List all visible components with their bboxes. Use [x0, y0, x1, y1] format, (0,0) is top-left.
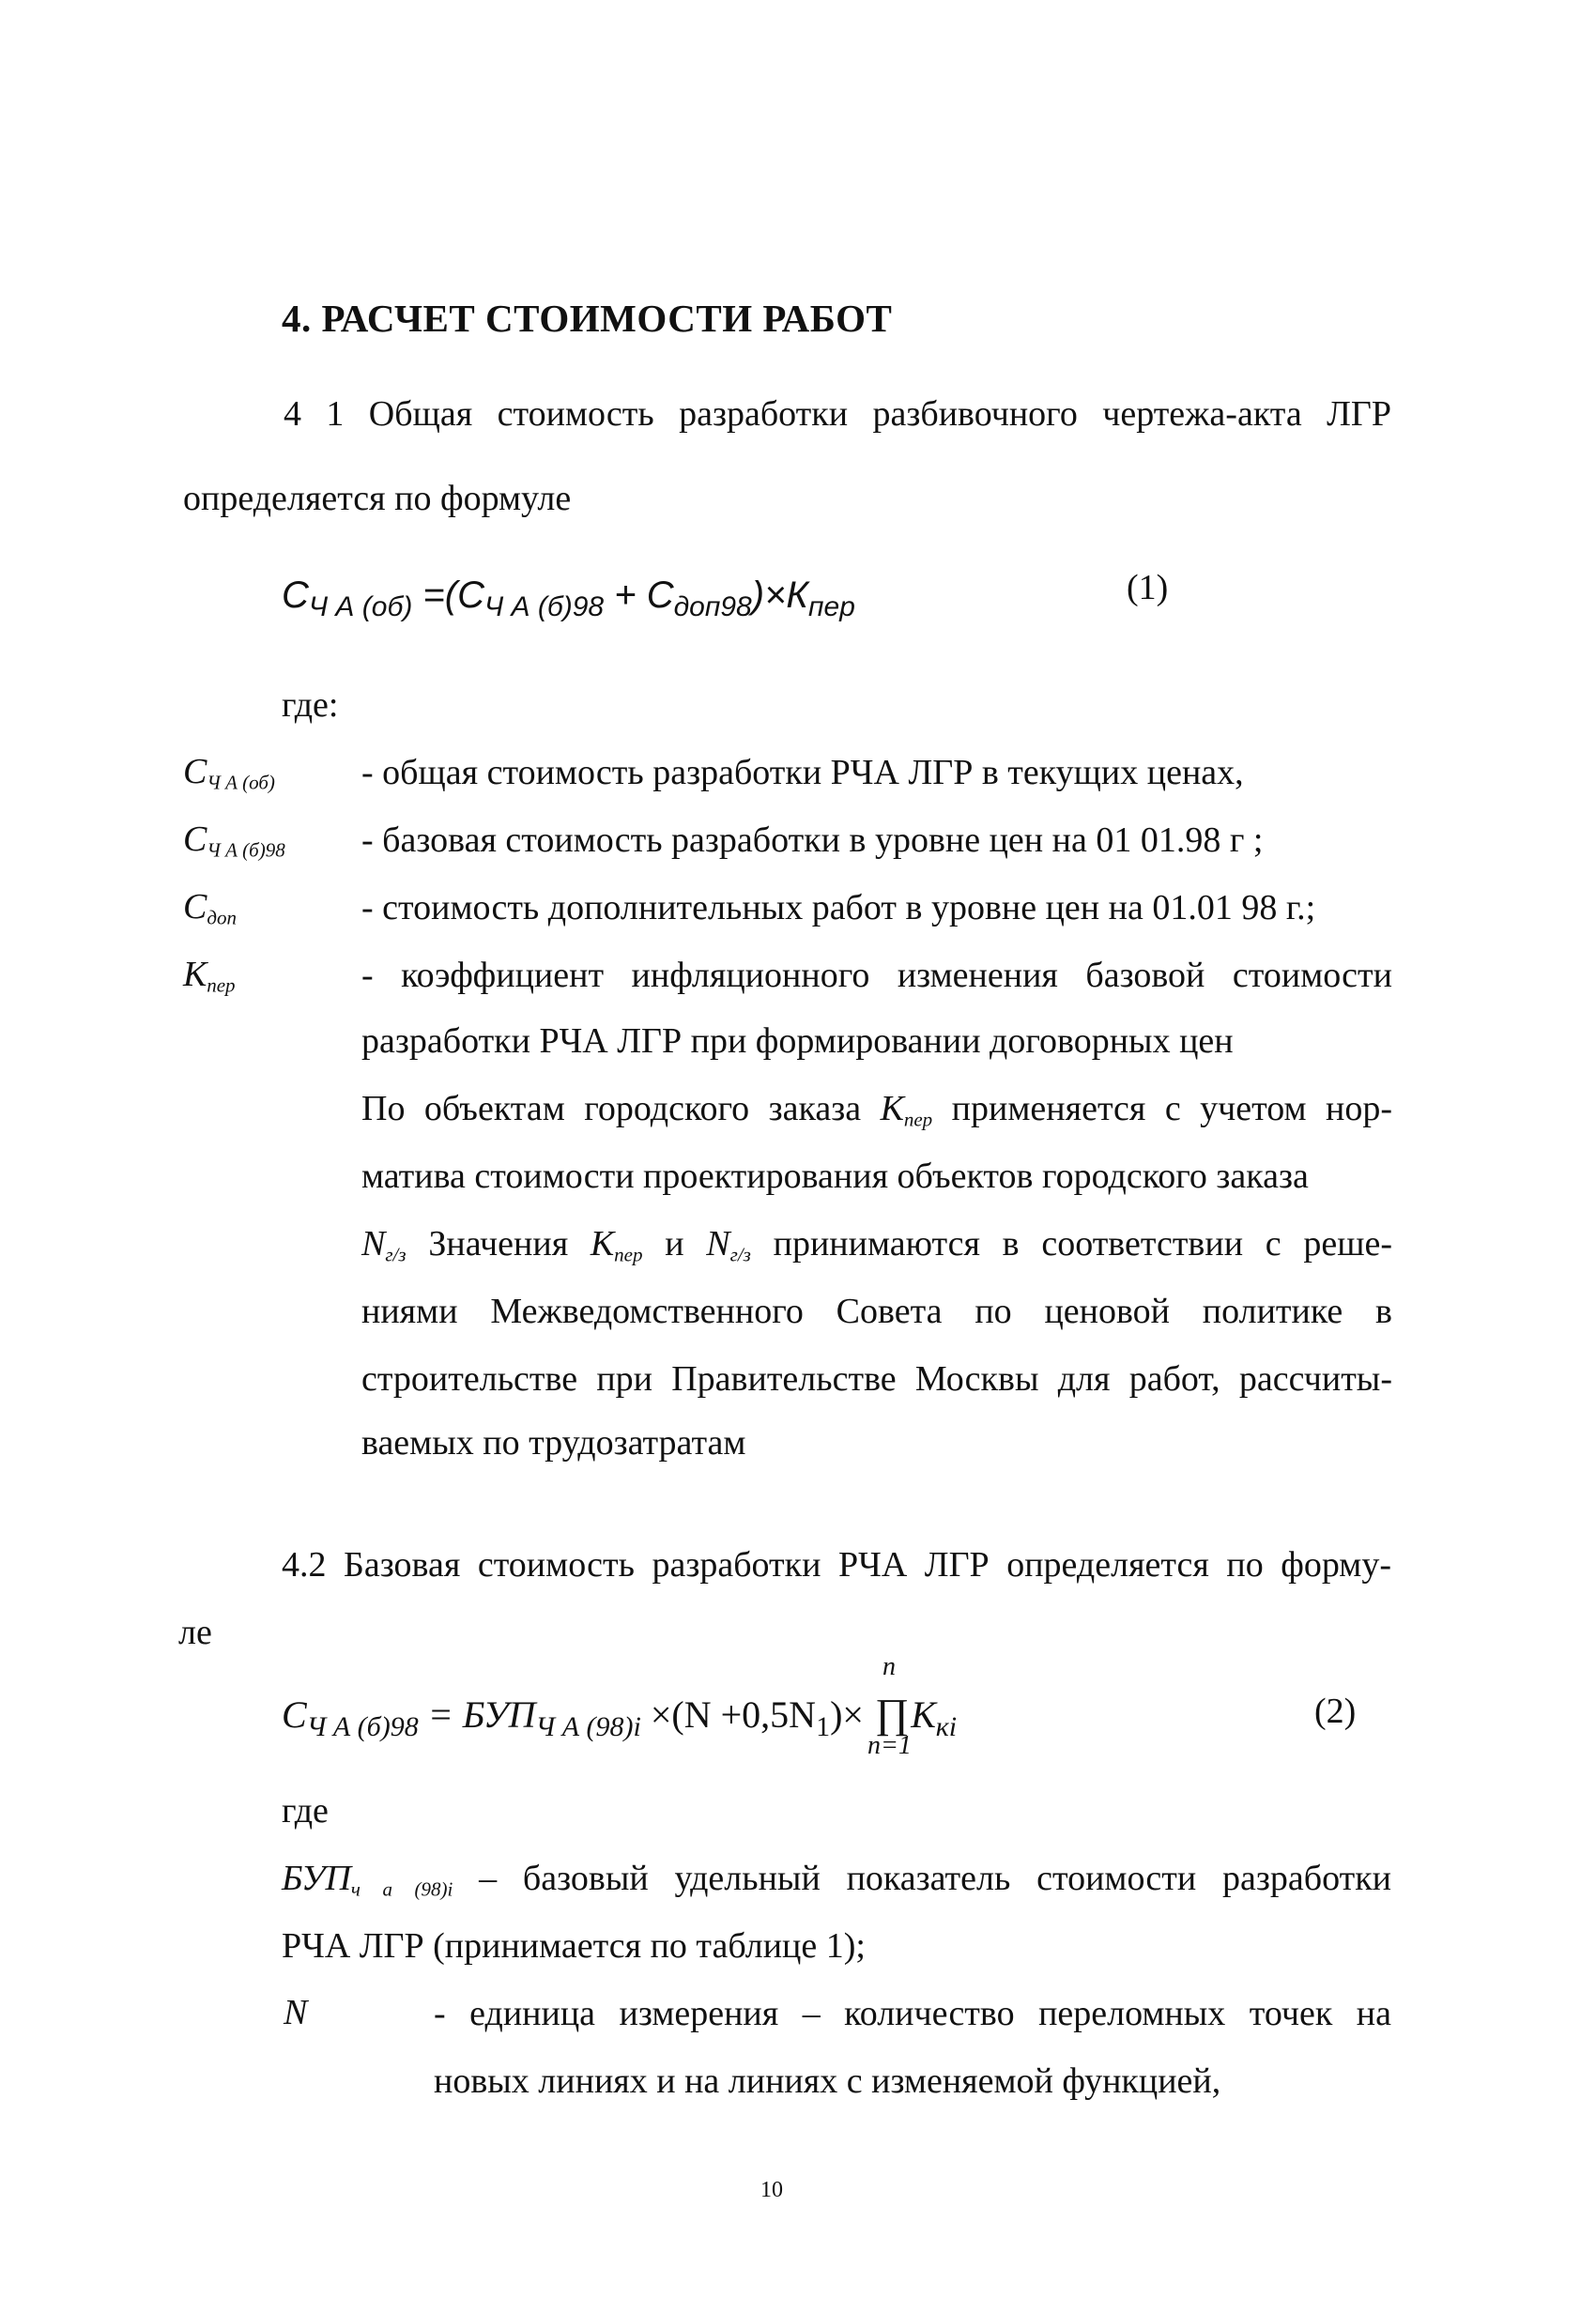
where-label-2: где [282, 1791, 329, 1831]
paragraph-4-2-line2: ле [178, 1613, 212, 1652]
formula-1-dop-sub: доп98 [673, 591, 752, 622]
kper-inline-symbol: $К_{пер}$ [880, 1089, 933, 1131]
paragraph-4-2-line1: 4.2 Базовая стоимость разработки РЧА ЛГР определяется по форму- [282, 1545, 1391, 1585]
formula-1-c: С [282, 574, 309, 616]
paragraph-4-1-line2: определяется по формуле [183, 479, 572, 518]
page-number: 10 [760, 2178, 783, 2202]
bup-definition-line2: РЧА ЛГР (принимается по таблице 1); [282, 1926, 866, 1966]
section-title: 4. РАСЧЕТ СТОИМОСТИ РАБОТ [282, 297, 893, 340]
formula-1-c-sub: Ч А (об) [308, 591, 413, 622]
def-text-c-dop: - стоимость дополнительных работ в уровне цен на 01.01 98 г.; [361, 888, 1316, 927]
formula-1-c2-sub: Ч А (б)98 [484, 591, 605, 622]
kper-line-2: По объектам городского заказа $К_{пер}$ применяется с учетом нор- [361, 1089, 1393, 1131]
def-symbol-k-per: $К_{пер}$ [183, 955, 236, 997]
formula-1-times: )×К [751, 574, 809, 616]
ngz-symbol-2: $N_{г/з}$ [706, 1224, 751, 1266]
def-symbol-c-dop: $С_{доп}$ [183, 887, 237, 929]
paragraph-4-1-line1: 4 1 Общая стоимость разработки разбивочного чертежа-акта ЛГР [284, 394, 1391, 434]
formula-1 [282, 574, 855, 622]
where-label-1: где: [282, 685, 339, 725]
formula-2: $С_{Ч А (б)98} = БУП_{Ч А (98)i} \times(N +0,5N_1)\times$ n ∏ n=1 $К_{кi}$ [282, 1652, 958, 1760]
ngz-symbol-1: $N_{г/з}$ [361, 1224, 407, 1266]
formula-2-number: (2) [1314, 1692, 1357, 1731]
kper-line-5: ниями Межведомственного Совета по ценовой политике в [361, 1292, 1392, 1331]
product-symbol: n ∏ n=1 [867, 1652, 912, 1760]
n-definition-line2: новых линиях и на линиях с изменяемой функцией, [434, 2061, 1221, 2101]
kper-line-4: $N_{г/з}$ Значения $К_{пер}$ и $N_{г/з}$ принимаются в соответствии с реше- [361, 1224, 1393, 1266]
kper-line-1: разработки РЧА ЛГР при формировании договорных цен [361, 1021, 1234, 1061]
kper-line-3: матива стоимости проектирования объектов городского заказа [361, 1157, 1309, 1196]
def-symbol-c-ob: $С_{Ч А (об)}$ [183, 752, 275, 794]
n-symbol: N [284, 1993, 308, 2032]
kper-line-7: ваемых по трудозатратам [361, 1423, 746, 1463]
formula-1-per-sub: пер [808, 591, 855, 622]
def-text-k-per: - коэффициент инфляционного изменения базовой стоимости [361, 956, 1392, 995]
kper-symbol-2: $К_{пер}$ [590, 1224, 643, 1266]
formula-1-mid: =(С [412, 574, 484, 616]
n-definition-line1: - единица измерения – количество переломных точек на [434, 1994, 1391, 2033]
def-symbol-c-b98: $С_{Ч А (б)98}$ [183, 820, 285, 862]
def-text-c-b98: - базовая стоимость разработки в уровне цен на 01 01.98 г ; [361, 820, 1264, 860]
bup-symbol: $БУП_{ч а (98)i}$ [282, 1859, 453, 1901]
formula-1-number: (1) [1127, 568, 1169, 607]
def-text-c-ob: - общая стоимость разработки РЧА ЛГР в текущих ценах, [361, 753, 1244, 792]
bup-definition-line1: $БУП_{ч а (98)i}$ – базовый удельный показатель стоимости разработки [282, 1859, 1391, 1901]
kper-line-6: строительстве при Правительстве Москвы для работ, рассчиты- [361, 1359, 1392, 1399]
formula-1-plus: + С [604, 574, 674, 616]
